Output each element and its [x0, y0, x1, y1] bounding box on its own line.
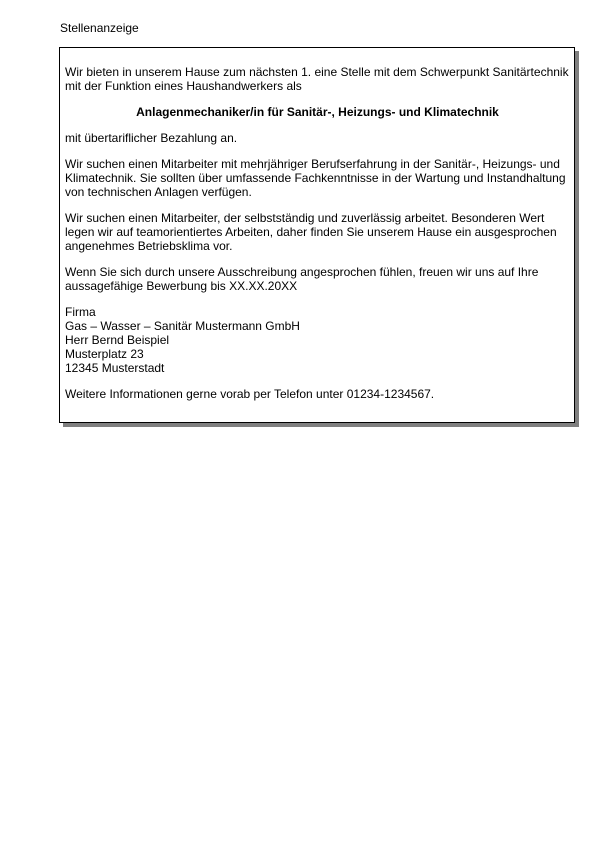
city-address: 12345 Musterstadt — [65, 361, 165, 375]
salary-paragraph: mit übertariflicher Bezahlung an. — [65, 131, 238, 145]
job-title: Anlagenmechaniker/in für Sanitär-, Heizungs- und Klimatechnik — [136, 105, 499, 119]
contact-person: Herr Bernd Beispiel — [65, 333, 170, 347]
contact-info-paragraph: Weitere Informationen gerne vorab per Telefon unter 01234-1234567. — [65, 387, 435, 401]
application-paragraph: Wenn Sie sich durch unsere Ausschreibung angesprochen fühlen, freuen wir uns auf Ihre aussagefähige Bewerbung bis XX.XX.20XX — [65, 265, 539, 293]
experience-paragraph: Wir suchen einen Mitarbeiter mit mehrjähriger Berufserfahrung in der Sanitär-, Heizungs- und Klimatechnik. Sie sollten über umfassende Fachkenntnisse in der Wartung und Instandhaltung von technischen Anlagen verfügen. — [65, 157, 566, 199]
document-heading: Stellenanzeige — [60, 21, 139, 35]
intro-paragraph: Wir bieten in unserem Hause zum nächsten 1. eine Stelle mit dem Schwerpunkt Sanitärtechnik mit der Funktion eines Haushandwerkers als — [65, 65, 569, 93]
company-name: Gas – Wasser – Sanitär Mustermann GmbH — [65, 319, 300, 333]
job-advertisement-box — [59, 47, 575, 423]
teamwork-paragraph: Wir suchen einen Mitarbeiter, der selbstständig und zuverlässig arbeitet. Besonderen Wert legen wir auf teamorientiertes Arbeiten, daher finden Sie unserem Hause ein ausgesprochen angenehmes Betriebsklima vor. — [65, 211, 557, 253]
address-label: Firma — [65, 305, 96, 319]
company-address — [65, 305, 570, 375]
street-address: Musterplatz 23 — [65, 347, 144, 361]
